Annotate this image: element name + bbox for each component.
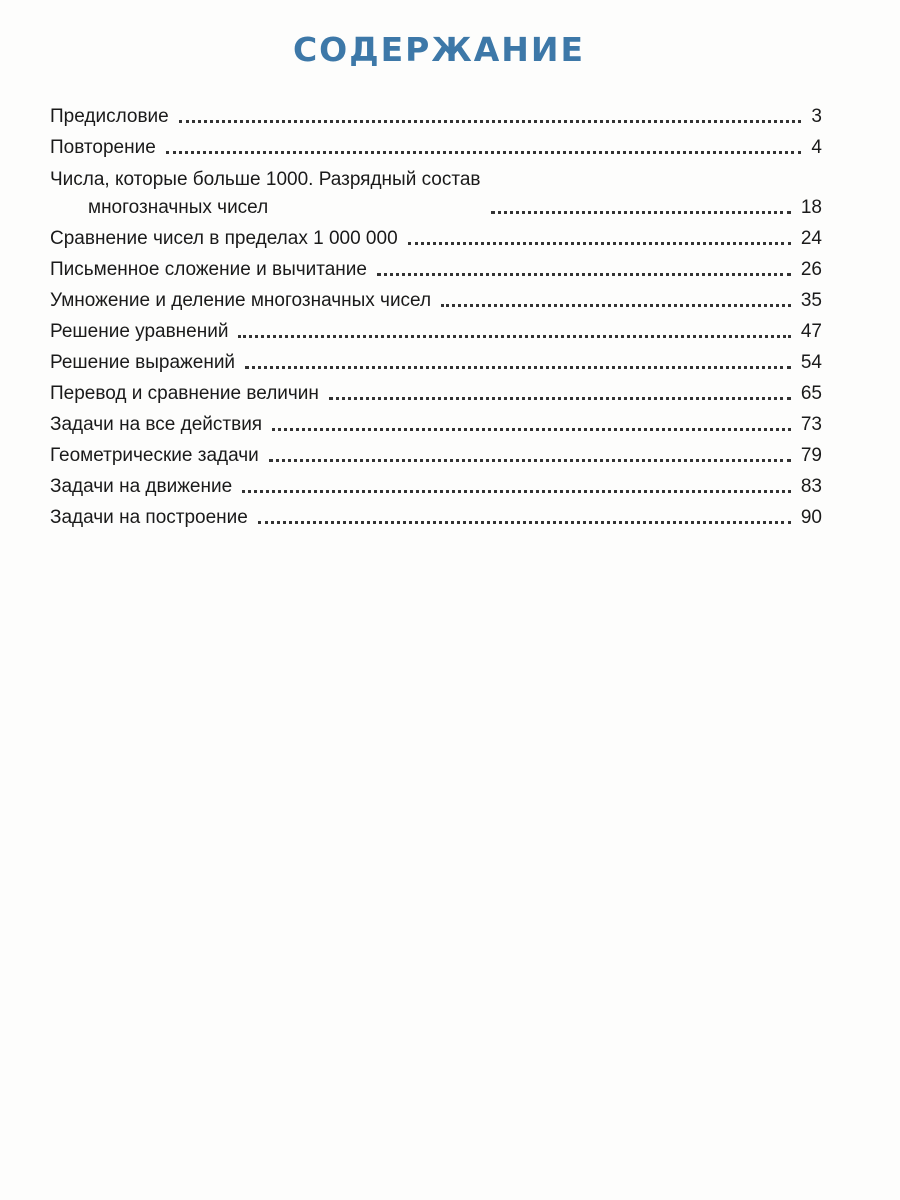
toc-entry-title: Задачи на движение [50, 476, 233, 497]
toc-page-number: 18 [800, 197, 822, 218]
toc-entry-title: Предисловие [50, 106, 169, 127]
dot-leader [441, 303, 791, 307]
toc-entry-equations [50, 315, 822, 346]
toc-entry-geometry [50, 439, 822, 470]
toc-page-number: 90 [800, 507, 822, 528]
dot-leader [377, 272, 791, 276]
toc-entry-title-line2: многозначных чисел [88, 197, 269, 218]
toc-entry-construction [50, 501, 822, 532]
toc-entry-numbers-over-1000 [50, 162, 822, 222]
toc-entry-title: Письменное сложение и вычитание [50, 259, 367, 280]
toc-page-number: 54 [800, 352, 822, 373]
dot-leader [166, 150, 802, 154]
toc-entry-expressions [50, 346, 822, 377]
toc-page-number: 26 [800, 259, 822, 280]
toc-entry-title: Повторение [50, 137, 156, 158]
toc-entry-title-line1: Числа, которые больше 1000. Разрядный состав [50, 169, 481, 190]
toc-entry-comparison [50, 222, 822, 253]
dot-leader [269, 458, 791, 462]
dot-leader [242, 489, 791, 493]
toc-page-number: 3 [811, 106, 822, 127]
toc-entry-title: Сравнение чисел в пределах 1 000 000 [50, 228, 398, 249]
table-of-contents [50, 100, 822, 532]
toc-entry-title: Задачи на построение [50, 507, 248, 528]
dot-leader [258, 520, 791, 524]
toc-page-number: 35 [800, 290, 822, 311]
toc-entry-title: Решение выражений [50, 352, 236, 373]
toc-page-number: 65 [800, 383, 822, 404]
toc-entry-multiplication-division [50, 284, 822, 315]
page-title: СОДЕРЖАНИЕ [292, 30, 586, 69]
toc-entry-title: Перевод и сравнение величин [50, 383, 319, 404]
toc-page-number: 73 [800, 414, 822, 435]
toc-entry-addition-subtraction [50, 253, 822, 284]
dot-leader [408, 241, 791, 245]
toc-entry-title [50, 166, 481, 222]
toc-page-number: 24 [800, 228, 822, 249]
toc-entry-all-operations [50, 408, 822, 439]
toc-entry-title: Умножение и деление многозначных чисел [50, 290, 432, 311]
toc-entry-review [50, 131, 822, 162]
dot-leader [179, 119, 802, 123]
toc-page-number: 79 [800, 445, 822, 466]
toc-entry-title: Задачи на все действия [50, 414, 263, 435]
toc-page-number: 83 [800, 476, 822, 497]
dot-leader [329, 396, 791, 400]
toc-entry-title: Решение уравнений [50, 321, 229, 342]
toc-entry-units [50, 377, 822, 408]
dot-leader [245, 365, 791, 369]
dot-leader [491, 210, 791, 214]
dot-leader [238, 334, 790, 338]
toc-entry-title: Геометрические задачи [50, 445, 259, 466]
dot-leader [272, 427, 791, 431]
toc-entry-motion [50, 470, 822, 501]
toc-entry-preface [50, 100, 822, 131]
toc-page-number: 47 [800, 321, 822, 342]
toc-page-number: 4 [811, 137, 822, 158]
